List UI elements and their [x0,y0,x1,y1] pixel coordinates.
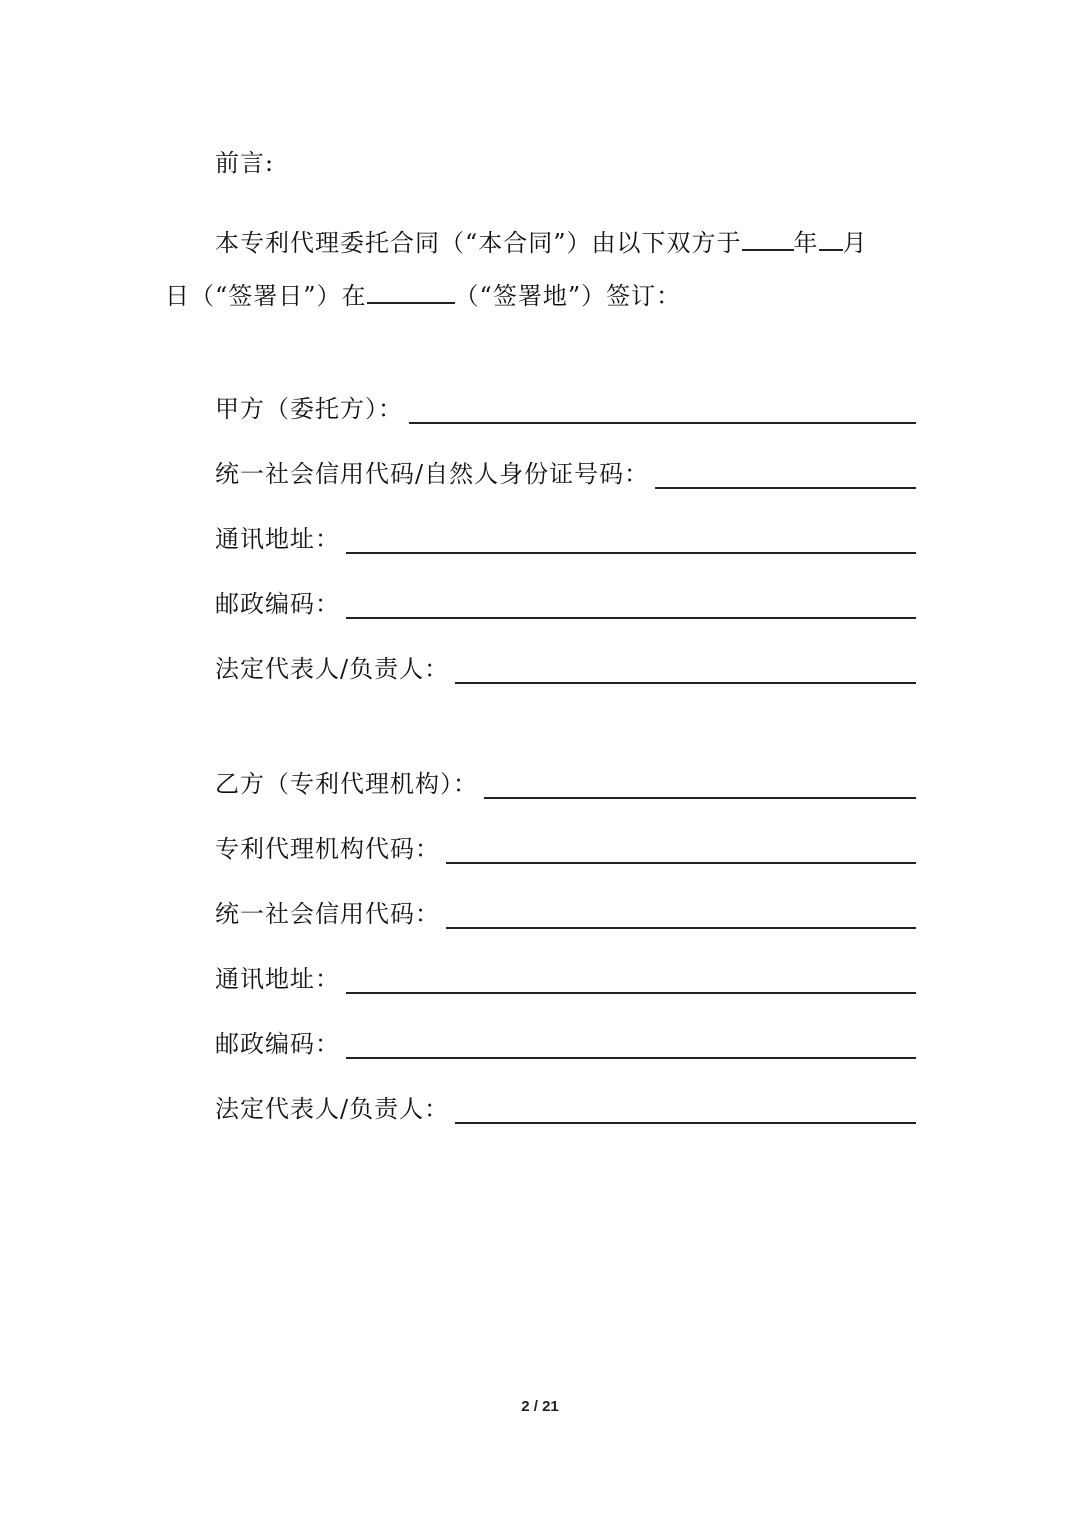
fill-line[interactable] [446,899,916,929]
year-blank[interactable] [742,227,794,251]
party-a-credit-code-field[interactable] [215,455,916,489]
fill-line[interactable] [484,769,916,799]
signing-place-blank[interactable] [367,280,455,304]
party-b-legal-rep-field[interactable] [215,1090,916,1124]
fill-line[interactable] [346,964,916,994]
preface-text: 日（“签署日”）在 [165,282,367,310]
preface-heading: 前言: [215,149,275,177]
party-a-postcode-field[interactable] [215,585,916,619]
preface-paragraph-line-2 [165,280,681,311]
fill-line[interactable] [455,654,916,684]
field-label: 统一社会信用代码/自然人身份证号码： [215,460,650,488]
field-label: 邮政编码： [215,1030,340,1058]
field-label: 通讯地址： [215,525,340,553]
fill-line[interactable] [346,589,916,619]
field-label: 统一社会信用代码： [215,900,440,928]
fill-line[interactable] [346,524,916,554]
year-label: 年 [793,229,819,257]
month-blank[interactable] [819,227,843,251]
fill-line[interactable] [655,459,916,489]
party-a-name-field[interactable] [215,390,916,424]
preface-paragraph-line-1 [215,227,868,258]
page-number: 2 / 21 [521,1398,559,1415]
field-label: 法定代表人/负责人： [215,655,450,683]
field-label: 专利代理机构代码： [215,835,440,863]
party-b-agency-code-field[interactable] [215,830,916,864]
party-b-credit-code-field[interactable] [215,895,916,929]
field-label: 甲方（委托方）： [215,395,403,423]
fill-line[interactable] [446,834,916,864]
preface-text: 本专利代理委托合同（“本合同”）由以下双方于 [215,229,742,257]
field-label: 法定代表人/负责人： [215,1095,450,1123]
field-label: 邮政编码： [215,590,340,618]
party-a-address-field[interactable] [215,520,916,554]
party-b-address-field[interactable] [215,960,916,994]
party-b-postcode-field[interactable] [215,1025,916,1059]
party-b-name-field[interactable] [215,765,916,799]
field-label: 通讯地址： [215,965,340,993]
party-a-legal-rep-field[interactable] [215,650,916,684]
fill-line[interactable] [346,1029,916,1059]
preface-text: （“签署地”）签订： [454,282,682,310]
field-label: 乙方（专利代理机构）： [215,770,478,798]
fill-line[interactable] [455,1094,916,1124]
month-label: 月 [842,229,868,257]
fill-line[interactable] [409,394,916,424]
